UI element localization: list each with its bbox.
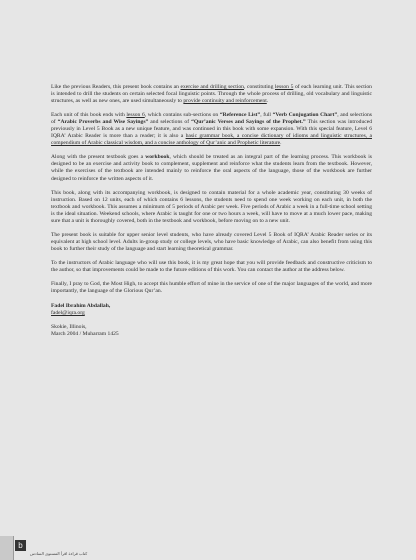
bold-phrase: “Reference List” [219, 112, 261, 119]
paragraph-7: Finally, I pray to God, the Most High, to accept this humble effort of mine in the service of one of the major languages of the world, and more importantly, the language of the Glorious Qur’an. [51, 281, 372, 295]
bold-phrase: “Arabic Proverbs and Wise Sayings” [57, 119, 149, 126]
text: Each unit of this book ends with [51, 112, 127, 119]
paragraph-6: To the instructors of Arabic language who will use this book, it is my great hope that you will provide feedback and constructive criticism to the author, so that improvements could be made to the future editions of this work. You can contact the author at the address below. [51, 259, 372, 273]
text: , constituting [243, 84, 275, 90]
page-letter: b [15, 540, 26, 551]
bold-phrase: workbook [145, 154, 170, 161]
underlined-phrase: provide continuity and reinforcement [183, 98, 267, 105]
footer-arabic-text: كتاب قراءة اقرأ المستوى السادس [30, 551, 88, 556]
underlined-phrase: basic grammar book, a concise dictionary of idioms and linguistic structures, a compendium of Arabic classical wisdom, and a concise anthology of Qur’anic and Prophetic literature [51, 133, 372, 147]
author-name: Fadel Ibrahim Abdallah, [51, 303, 111, 310]
text: Like the previous Readers, this present book contains an [51, 84, 181, 90]
page-body [51, 84, 372, 338]
text: , and selections of [51, 112, 372, 126]
text: , full [260, 112, 273, 119]
text: . [266, 98, 269, 105]
paragraph-4: This book, along with its accompanying workbook, is designed to contain material for a whole academic year, constituting 30 weeks of instruction. Based on 12 units, each of which contains 6 lessons, the students need to spend one week working on each unit, in both the textbook and workbook. This assumes a minimum of 5 periods of Arabic per week. Five periods of Arabic a week in a full-time school setting is the ideal situation. Weekend schools, where Arabic is taught for one or two hours a week, will have to move at a much lower pace, making sure that a unit is thoroughly covered, both in the textbook and workbook, before moving on to a new unit. [51, 189, 372, 224]
underlined-phrase: exercise and drilling section [180, 84, 244, 90]
text: and selections of [148, 119, 192, 126]
paragraph-2 [51, 112, 372, 147]
signature-block [51, 303, 372, 338]
text: , which should be treated as an integral part of the learning process. This workbook is designed to be an exercise and activity book to complement, supplement and reinforce what the students learn from the textbook. However, while the exercises of the textbook are intended mainly to reinforce the oral aspects of the language, those of the workbook are further designed to reinforce the written aspects of it. [51, 154, 372, 182]
text: Along with the present textbook goes a [51, 154, 146, 161]
author-city: Skokie, Illinois, [51, 324, 87, 331]
paragraph-1 [51, 84, 372, 105]
bold-phrase: “Qur’anic Verses and Sayings of the Prophet.” [191, 119, 306, 126]
text: of each learning unit. This section is intended to drill the students on certain selected focal linguistic points. Through the whole process of drilling, old vocabulary and linguistic structures, as well as new ones, are used simultaneously to [51, 84, 372, 105]
text: This section was introduced previously in Level 5 Book as a new unique feature, and was continued in this book with some expansion. With this special feature, Level 6 IQRA’ Arabic Reader is more than a reader; it is also a [51, 119, 373, 140]
underlined-phrase: lesson 6 [126, 112, 145, 119]
underlined-phrase: lesson 5 [274, 84, 294, 90]
bold-phrase: “Verb Conjugation Chart” [272, 112, 338, 119]
footer-tab [0, 536, 14, 560]
author-email: fadel@iqra.org [51, 310, 85, 317]
text: , which contains sub-sections on [144, 112, 220, 119]
author-date: March 2004 / Muharram 1425 [51, 331, 119, 338]
text: . [280, 140, 282, 147]
paragraph-5: The present book is suitable for upper senior level students, who have already covered Level 5 Book of IQRA’ Arabic Reader series or its equivalent at high school level. Adults in-group study or college levels, who have basic knowledge of Arabic, can also benefit from using this book to further their study of the language and start learning theoretical grammar. [51, 231, 372, 252]
paragraph-3 [51, 154, 372, 182]
